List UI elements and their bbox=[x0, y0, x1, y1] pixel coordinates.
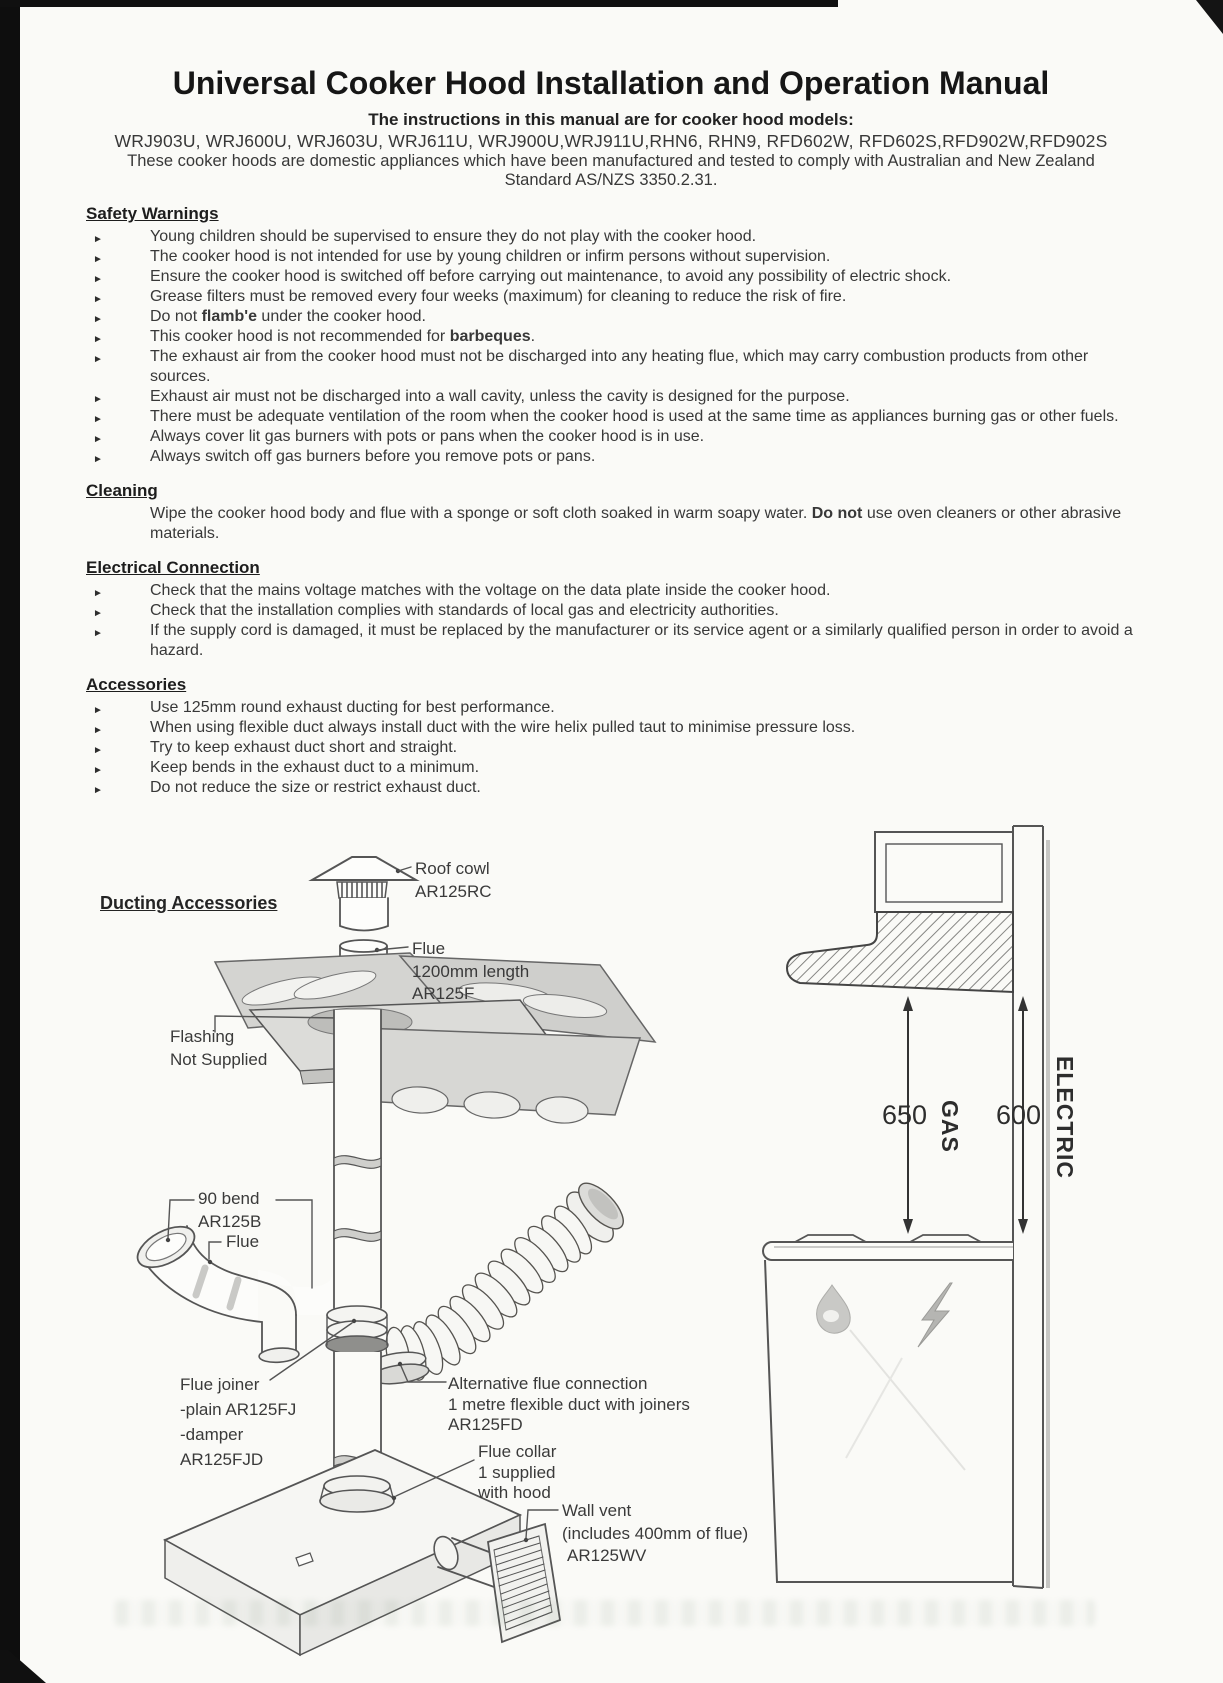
electric-clearance-label: ELECTRIC bbox=[1052, 1056, 1078, 1179]
bullet-arrow-icon: ► bbox=[93, 725, 103, 736]
bullet-arrow-icon: ► bbox=[93, 785, 103, 796]
label-flashing: Flashing Not Supplied bbox=[170, 1027, 268, 1069]
electric-clearance-value: 600 bbox=[996, 1100, 1042, 1130]
accessories-item: ► Do not reduce the size or restrict exhaust duct. bbox=[86, 778, 1136, 798]
bullet-arrow-icon: ► bbox=[93, 354, 103, 365]
safety-warning-item: ► Always cover lit gas burners with pots or pans when the cooker hood is in use. bbox=[86, 427, 1136, 447]
electrical-item: ► Check that the installation complies with standards of local gas and electricity authorities. bbox=[86, 601, 1136, 621]
bullet-arrow-icon: ► bbox=[93, 628, 103, 639]
accessories-item: ► Keep bends in the exhaust duct to a minimum. bbox=[86, 758, 1136, 778]
bullet-arrow-icon: ► bbox=[93, 765, 103, 776]
bullet-arrow-icon: ► bbox=[93, 414, 103, 425]
wall-drawing bbox=[1013, 826, 1048, 1588]
safety-warning-item: ► Grease filters must be removed every four weeks (maximum) for cleaning to reduce the risk of fire. bbox=[86, 287, 1136, 307]
cleaning-instructions: Wipe the cooker hood body and flue with a sponge or soft cloth soaked in warm soapy water. Do not use oven cleaners or other abrasive materials. bbox=[150, 505, 1122, 542]
label-flue-joiner: Flue joiner -plain AR125FJ -damper AR125FJD bbox=[180, 1375, 297, 1469]
gas-clearance-label: GAS bbox=[937, 1100, 963, 1153]
safety-warning-item: ► There must be adequate ventilation of the room when the cooker hood is used at the same time as appliances burning gas or other fuels. bbox=[86, 407, 1136, 427]
gas-drop-icon bbox=[817, 1285, 851, 1333]
safety-warning-item: ► Always switch off gas burners before you remove pots or pans. bbox=[86, 447, 1136, 467]
ducting-accessories-heading: Ducting Accessories bbox=[100, 893, 278, 913]
scan-corner-top-right bbox=[1196, 0, 1223, 34]
safety-warning-item: ► This cooker hood is not recommended for barbeques. bbox=[86, 327, 1136, 347]
hood-section-drawing bbox=[787, 912, 1013, 992]
section-heading-accessories: Accessories bbox=[86, 675, 187, 694]
accessories-item: ► When using flexible duct always install duct with the wire helix pulled taut to minimise pressure loss. bbox=[86, 718, 1136, 738]
compliance-note-line1: These cooker hoods are domestic appliances which have been manufactured and tested to comply with Australian and New Zealand bbox=[127, 152, 1095, 170]
accessories-item: ► Try to keep exhaust duct short and straight. bbox=[86, 738, 1136, 758]
label-flue-1200: Flue 1200mm length AR125F bbox=[412, 939, 530, 1003]
safety-warning-list bbox=[86, 227, 1136, 467]
lightning-bolt-icon bbox=[918, 1283, 952, 1347]
bullet-arrow-icon: ► bbox=[93, 705, 103, 716]
bullet-arrow-icon: ► bbox=[93, 434, 103, 445]
safety-warning-item: ► The cooker hood is not intended for use by young children or infirm persons without supervision. bbox=[86, 247, 1136, 267]
section-heading-safety: Safety Warnings bbox=[86, 204, 219, 223]
bullet-arrow-icon: ► bbox=[93, 588, 103, 599]
electrical-item: ► Check that the mains voltage matches with the voltage on the data plate inside the cooker hood. bbox=[86, 581, 1136, 601]
electrical-item: ► If the supply cord is damaged, it must be replaced by the manufacturer or its service agent or a similarly qualified person in order to avoid a hazard. bbox=[93, 622, 1133, 659]
safety-warning-item: ► Exhaust air must not be discharged into a wall cavity, unless the cavity is designed for the purpose. bbox=[86, 387, 1136, 407]
bullet-arrow-icon: ► bbox=[93, 254, 103, 265]
page-title: Universal Cooker Hood Installation and Operation Manual bbox=[172, 65, 1050, 101]
label-90-bend: 90 bend AR125B bbox=[198, 1189, 262, 1231]
safety-warning-item: ► Young children should be supervised to ensure they do not play with the cooker hood. bbox=[86, 227, 1136, 247]
section-heading-electrical: Electrical Connection bbox=[86, 558, 260, 577]
safety-warning-item: ► Do not flamb'e under the cooker hood. bbox=[86, 307, 1136, 327]
flexible-duct-drawing bbox=[369, 1176, 630, 1387]
label-wall-vent: Wall vent (includes 400mm of flue) AR125WV bbox=[562, 1501, 749, 1565]
bullet-arrow-icon: ► bbox=[93, 314, 103, 325]
diagram-area bbox=[0, 770, 1223, 1683]
label-flue-collar: Flue collar 1 supplied with hood bbox=[478, 1442, 557, 1502]
label-bend-flue: Flue bbox=[226, 1232, 260, 1251]
clearance-diagram-drawing bbox=[763, 826, 1048, 1588]
bullet-arrow-icon: ► bbox=[93, 294, 103, 305]
safety-warning-item: ► Ensure the cooker hood is switched off before carrying out maintenance, to avoid any possibility of electric shock. bbox=[86, 267, 1136, 287]
bullet-arrow-icon: ► bbox=[93, 334, 103, 345]
section-heading-cleaning: Cleaning bbox=[86, 481, 158, 500]
compliance-note-line2: Standard AS/NZS 3350.2.31. bbox=[504, 171, 718, 189]
bullet-arrow-icon: ► bbox=[93, 745, 103, 756]
bullet-arrow-icon: ► bbox=[93, 608, 103, 619]
models-subtitle: The instructions in this manual are for cooker hood models: bbox=[368, 110, 854, 129]
bullet-arrow-icon: ► bbox=[93, 394, 103, 405]
electrical-list bbox=[86, 581, 1136, 661]
stove-drawing bbox=[763, 1235, 1013, 1582]
bleed-through-artifact bbox=[115, 1600, 1095, 1626]
cupboard-drawing bbox=[875, 832, 1013, 912]
bullet-arrow-icon: ► bbox=[93, 234, 103, 245]
manual-text bbox=[86, 62, 1136, 798]
safety-warning-item: ► The exhaust air from the cooker hood must not be discharged into any heating flue, which may carry combustion products from other sources. bbox=[93, 348, 1089, 385]
gas-clearance-value: 650 bbox=[882, 1100, 928, 1130]
bullet-arrow-icon: ► bbox=[93, 454, 103, 465]
roof-cowl-drawing bbox=[312, 857, 416, 931]
bullet-arrow-icon: ► bbox=[93, 274, 103, 285]
accessories-item: ► Use 125mm round exhaust ducting for best performance. bbox=[86, 698, 1136, 718]
label-roof-cowl: Roof cowl AR125RC bbox=[415, 859, 492, 901]
label-alternative-flue: Alternative flue connection 1 metre flexible duct with joiners AR125FD bbox=[448, 1374, 690, 1434]
flue-pipe-drawing bbox=[334, 1010, 381, 1308]
models-list: WRJ903U, WRJ600U, WRJ603U, WRJ611U, WRJ900U,WRJ911U,RHN6, RHN9, RFD602W, RFD602S,RFD902W,RFD902S bbox=[114, 131, 1108, 151]
scan-edge-top bbox=[0, 0, 838, 7]
